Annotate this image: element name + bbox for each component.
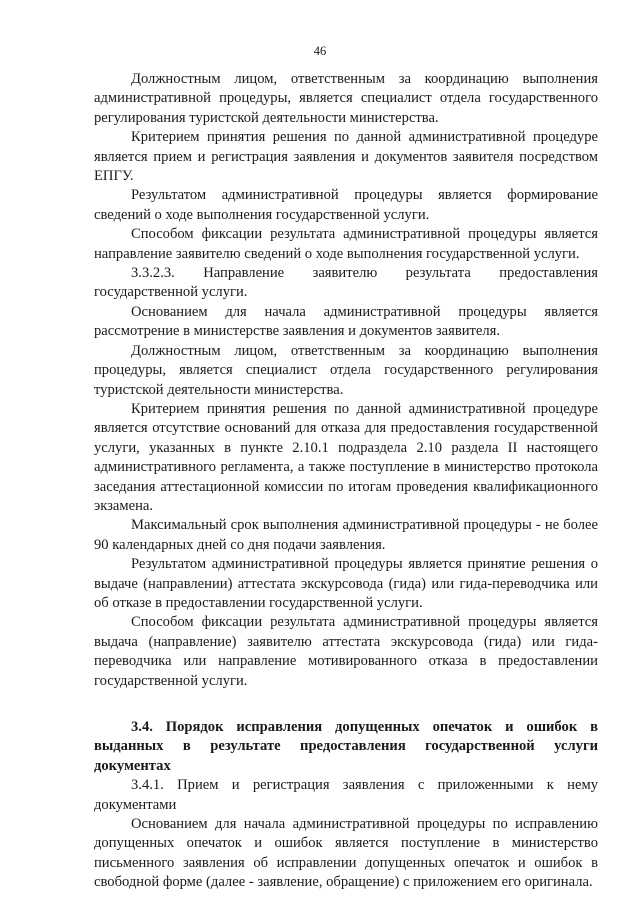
- paragraph-result-fixation-2: Способом фиксации результата административной процедуры является выдача (направление) заявителю аттестата экскурсовода (гида) или гида-переводчика или направление мотивированного отказа в предоставлении государственной услуги.: [94, 614, 598, 689]
- paragraph-correction-basis: Основанием для начала административной процедуры по исправлению допущенных опечаток и ошибок является поступление в министерство письменного заявления об исправлении допущенных опечаток и ошибок в свободной форме (далее - заявление, обращение) с приложением его оригинала.: [94, 816, 598, 891]
- paragraph-item-3-4-1: 3.4.1. Прием и регистрация заявления с приложенными к нему документами: [94, 777, 598, 813]
- paragraph-decision-criterion-2: Критерием принятия решения по данной административной процедуре является отсутствие оснований для отказа для предоставления государственной услуги, указанных в пункте 2.10.1 подраздела 2.10 раздела II настоящего административного регламента, а также поступление в министерство протокола заседания аттестационной комиссии по итогам проведения квалификационного экзамена.: [94, 400, 598, 514]
- section-heading-3-4: 3.4. Порядок исправления допущенных опечаток и ошибок в выданных в результате предоставления государственной услуги документах: [94, 719, 598, 774]
- paragraph-responsible-official-2: Должностным лицом, ответственным за координацию выполнения процедуры, является специалист отдела государственного регулирования туристской деятельности министерства.: [94, 342, 598, 398]
- paragraph-decision-criterion: Критерием принятия решения по данной административной процедуре является прием и регистрация заявления и документов заявителя посредством ЕПГУ.: [94, 129, 598, 185]
- paragraph-procedure-result: Результатом административной процедуры является формирование сведений о ходе выполнения государственной услуги.: [94, 187, 598, 223]
- document-body: [94, 70, 598, 893]
- paragraph-max-term: Максимальный срок выполнения административной процедуры - не более 90 календарных дней со дня подачи заявления.: [94, 517, 598, 553]
- paragraph-procedure-basis: Основанием для начала административной процедуры является рассмотрение в министерстве заявления и документов заявителя.: [94, 303, 598, 340]
- paragraph-item-3-3-2-3: 3.3.2.3. Направление заявителю результата предоставления государственной услуги.: [94, 265, 598, 301]
- page-number: 46: [313, 44, 327, 58]
- paragraph-result-fixation: Способом фиксации результата административной процедуры является направление заявителю сведений о ходе выполнения государственной услуги.: [94, 226, 598, 262]
- paragraph-procedure-result-2: Результатом административной процедуры является принятие решения о выдаче (направлении) аттестата экскурсовода (гида) или гида-переводчика или об отказе в предоставлении государственной услуги.: [94, 556, 598, 611]
- paragraph-responsible-official: Должностным лицом, ответственным за координацию выполнения административной процедуры, является специалист отдела государственного регулирования туристской деятельности министерства.: [94, 71, 598, 126]
